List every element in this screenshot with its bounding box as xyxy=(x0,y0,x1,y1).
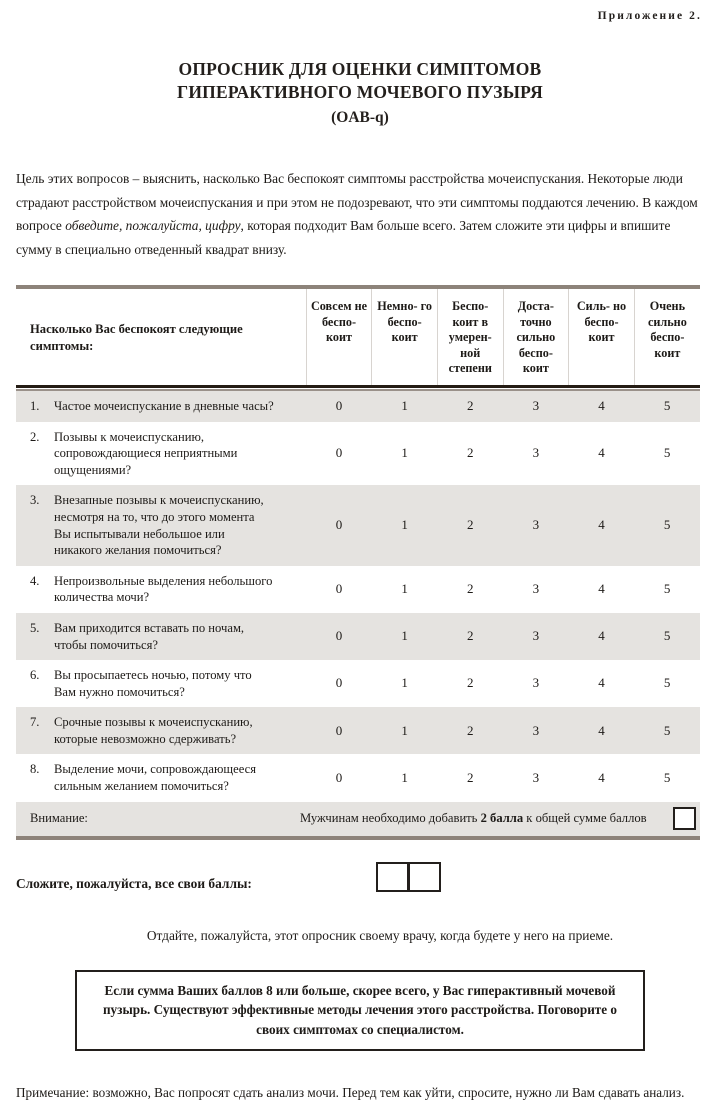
question-number: 7. xyxy=(30,715,40,730)
question-number: 1. xyxy=(30,398,40,413)
title-line-2: ГИПЕРАКТИВНОГО МОЧЕВОГО ПУЗЫРЯ xyxy=(177,82,543,102)
question-text xyxy=(54,398,300,415)
option-cell-0[interactable]: 0 xyxy=(306,613,372,660)
option-cell-1[interactable]: 1 xyxy=(372,422,438,486)
title-line-1: ОПРОСНИК ДЛЯ ОЦЕНКИ СИМПТОМОВ xyxy=(178,59,542,79)
question-cell xyxy=(16,613,306,660)
question-line: ощущениями? xyxy=(54,462,132,477)
advice-box: Если сумма Ваших баллов 8 или больше, скорее всего, у Вас гиперактивный мочевой пузырь. Существуют эффективные методы лечения этого расстройства. Поговорите о своих симптомах со специалистом. xyxy=(75,970,645,1052)
page-title xyxy=(16,58,704,129)
question-text xyxy=(54,667,300,700)
survey-table-head xyxy=(16,289,700,385)
question-line: Вам приходится вставать по ночам, xyxy=(54,620,245,635)
option-cell-1[interactable]: 1 xyxy=(372,485,438,565)
question-number: 6. xyxy=(30,668,40,683)
attention-note-bold: 2 балла xyxy=(480,811,524,826)
option-cell-3[interactable]: 3 xyxy=(503,707,569,754)
question-text xyxy=(54,492,300,558)
sum-label: Сложите, пожалуйста, все свои баллы: xyxy=(16,875,252,891)
question-number: 4. xyxy=(30,573,40,588)
question-column-header: Насколько Вас беспокоят следующие симптомы: xyxy=(16,289,306,385)
option-cell-5[interactable]: 5 xyxy=(634,613,700,660)
option-cell-3[interactable]: 3 xyxy=(503,391,569,422)
option-cell-0[interactable]: 0 xyxy=(306,754,372,801)
question-line: которые невозможно сдерживать? xyxy=(54,731,237,746)
intro-part-1: Цель этих вопросов – выяснить, насколько Вас беспокоят симптомы расстройства мочеиспускания. Некоторые люди страдают расстройством мочеиспускания и при этом не подозревают, что эти симптомы поддаются лечению. В каждом вопросе xyxy=(16,171,698,233)
option-cell-5[interactable]: 5 xyxy=(634,754,700,801)
question-cell xyxy=(16,391,306,422)
option-cell-2[interactable]: 2 xyxy=(437,391,503,422)
footnote: Примечание: возможно, Вас попросят сдать анализ мочи. Перед тем как уйти, спросите, нужно ли Вам сдавать анализ. xyxy=(16,1085,685,1101)
option-cell-4[interactable]: 4 xyxy=(569,485,635,565)
option-cell-5[interactable]: 5 xyxy=(634,566,700,613)
option-cell-4[interactable]: 4 xyxy=(569,754,635,801)
question-cell xyxy=(16,485,306,565)
attention-note xyxy=(290,811,673,826)
intro-emphasis: обведите, пожалуйста, цифру xyxy=(65,218,241,233)
table-row[interactable] xyxy=(16,754,700,801)
question-number: 5. xyxy=(30,620,40,635)
table-header-rule-dark xyxy=(16,385,700,388)
option-cell-5[interactable]: 5 xyxy=(634,391,700,422)
option-cell-1[interactable]: 1 xyxy=(372,566,438,613)
attention-row xyxy=(16,802,700,836)
sum-section xyxy=(16,862,704,902)
option-header-0: Совсем не беспо- коит xyxy=(306,289,372,385)
question-line: Вы просыпаетесь ночью, потому что xyxy=(54,668,252,683)
option-cell-1[interactable]: 1 xyxy=(372,391,438,422)
option-cell-3[interactable]: 3 xyxy=(503,754,569,801)
attention-note-before: Мужчинам необходимо добавить xyxy=(300,811,481,826)
question-cell xyxy=(16,707,306,754)
question-line: Позывы к мочеиспусканию, xyxy=(54,429,205,444)
option-cell-2[interactable]: 2 xyxy=(437,422,503,486)
option-cell-4[interactable]: 4 xyxy=(569,613,635,660)
intro-paragraph xyxy=(16,167,704,261)
male-bonus-checkbox[interactable] xyxy=(673,807,696,830)
option-cell-2[interactable]: 2 xyxy=(437,566,503,613)
question-line: Срочные позывы к мочеиспусканию, xyxy=(54,715,253,730)
option-cell-0[interactable]: 0 xyxy=(306,391,372,422)
question-line: Вы испытывали небольшое или xyxy=(54,526,225,541)
option-cell-2[interactable]: 2 xyxy=(437,707,503,754)
option-header-4: Силь- но беспо- коит xyxy=(569,289,635,385)
question-line: Внезапные позывы к мочеиспусканию, xyxy=(54,493,264,508)
option-cell-5[interactable]: 5 xyxy=(634,660,700,707)
option-cell-0[interactable]: 0 xyxy=(306,660,372,707)
question-line: Частое мочеиспускание в дневные часы? xyxy=(54,398,274,413)
question-number: 2. xyxy=(30,429,40,444)
question-line: Непроизвольные выделения небольшого xyxy=(54,573,273,588)
table-row[interactable] xyxy=(16,391,700,422)
intro-part-2: , которая подходит Вам больше всего. Затем сложите эти цифры и впишите сумму в специально отведенный квадрат внизу. xyxy=(16,218,671,257)
survey-table-body-wrap xyxy=(16,391,700,802)
table-row[interactable] xyxy=(16,485,700,565)
question-text xyxy=(54,620,300,653)
question-cell xyxy=(16,566,306,613)
option-cell-4[interactable]: 4 xyxy=(569,707,635,754)
survey-table xyxy=(16,289,700,385)
option-cell-3[interactable]: 3 xyxy=(503,422,569,486)
title-line-3: (OAB-q) xyxy=(331,109,389,126)
question-line: Выделение мочи, сопровождающееся xyxy=(54,762,257,777)
question-line: сопровождающиеся неприятными xyxy=(54,446,238,461)
option-cell-3[interactable]: 3 xyxy=(503,613,569,660)
option-header-1: Немно- го беспо- коит xyxy=(372,289,438,385)
question-text xyxy=(54,761,300,794)
option-cell-2[interactable]: 2 xyxy=(437,485,503,565)
question-line: несмотря на то, что до этого момента xyxy=(54,509,255,524)
question-line: Вам нужно помочиться? xyxy=(54,684,185,699)
question-number: 8. xyxy=(30,762,40,777)
annex-label: Приложение 2. xyxy=(597,10,702,22)
option-cell-4[interactable]: 4 xyxy=(569,660,635,707)
question-text xyxy=(54,573,300,606)
question-number: 3. xyxy=(30,493,40,508)
attention-note-after: к общей сумме баллов xyxy=(523,811,647,826)
option-header-2: Беспо- коит в умерен- ной степени xyxy=(437,289,503,385)
option-cell-4[interactable]: 4 xyxy=(569,422,635,486)
table-row[interactable] xyxy=(16,422,700,486)
table-row[interactable] xyxy=(16,707,700,754)
option-header-5: Очень сильно беспо- коит xyxy=(634,289,700,385)
survey-table-body xyxy=(16,391,700,802)
sum-box-tens[interactable] xyxy=(376,862,409,892)
table-bottom-rule xyxy=(16,836,700,840)
question-text xyxy=(54,429,300,479)
table-row[interactable] xyxy=(16,660,700,707)
question-line: чтобы помочиться? xyxy=(54,637,159,652)
sum-box-ones[interactable] xyxy=(409,862,441,892)
option-cell-5[interactable]: 5 xyxy=(634,422,700,486)
option-cell-3[interactable]: 3 xyxy=(503,485,569,565)
option-cell-0[interactable]: 0 xyxy=(306,707,372,754)
header-row xyxy=(16,289,700,385)
option-cell-3[interactable]: 3 xyxy=(503,566,569,613)
option-cell-1[interactable]: 1 xyxy=(372,613,438,660)
question-cell xyxy=(16,754,306,801)
survey-table-wrap xyxy=(16,285,704,840)
option-cell-3[interactable]: 3 xyxy=(503,660,569,707)
option-cell-1[interactable]: 1 xyxy=(372,707,438,754)
doctor-instruction: Отдайте, пожалуйста, этот опросник своему врачу, когда будете у него на приеме. xyxy=(146,927,614,943)
attention-label: Внимание: xyxy=(30,811,88,826)
table-row[interactable] xyxy=(16,613,700,660)
sum-boxes xyxy=(376,862,441,892)
option-cell-1[interactable]: 1 xyxy=(372,660,438,707)
option-cell-0[interactable]: 0 xyxy=(306,485,372,565)
question-line: никакого желания помочиться? xyxy=(54,543,222,558)
question-line: количества мочи? xyxy=(54,590,150,605)
option-cell-2[interactable]: 2 xyxy=(437,660,503,707)
option-cell-5[interactable]: 5 xyxy=(634,485,700,565)
question-line: сильным желанием помочиться? xyxy=(54,779,229,794)
option-cell-4[interactable]: 4 xyxy=(569,391,635,422)
option-cell-4[interactable]: 4 xyxy=(569,566,635,613)
question-cell xyxy=(16,422,306,486)
question-text xyxy=(54,714,300,747)
option-header-3: Доста- точно сильно беспо- коит xyxy=(503,289,569,385)
option-cell-0[interactable]: 0 xyxy=(306,422,372,486)
option-cell-1[interactable]: 1 xyxy=(372,754,438,801)
option-cell-0[interactable]: 0 xyxy=(306,566,372,613)
option-cell-5[interactable]: 5 xyxy=(634,707,700,754)
table-row[interactable] xyxy=(16,566,700,613)
option-cell-2[interactable]: 2 xyxy=(437,754,503,801)
question-cell xyxy=(16,660,306,707)
option-cell-2[interactable]: 2 xyxy=(437,613,503,660)
